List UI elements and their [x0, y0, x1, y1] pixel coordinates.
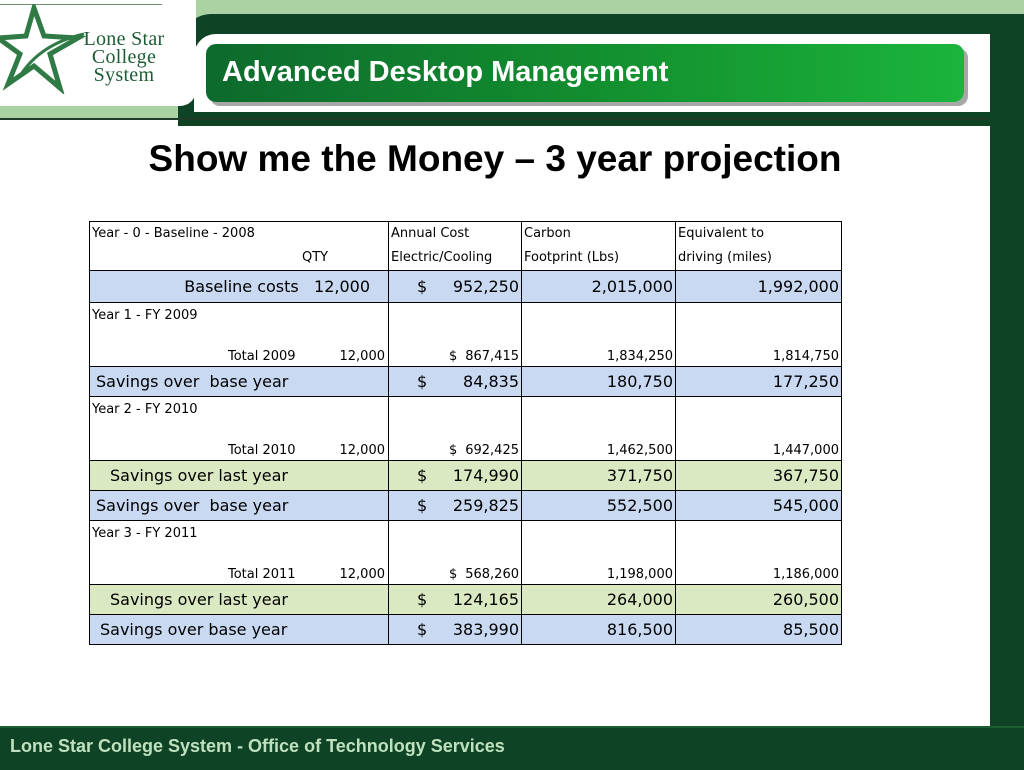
currency-symbol: $ — [417, 496, 428, 515]
year1-cost-cell — [389, 303, 522, 367]
year2-cost: 692,425 — [465, 443, 519, 458]
y2-savings-last-label: Savings over last year — [110, 466, 288, 485]
y3-savings-base-label-cell — [90, 615, 389, 645]
year1-miles-cell — [676, 303, 842, 367]
baseline-miles: 1,992,000 — [676, 271, 842, 303]
y2-savings-last-cost: 174,990 — [452, 466, 519, 485]
year1-qty: 12,000 — [339, 349, 385, 364]
year1-carbon: 1,834,250 — [606, 349, 673, 364]
right-side-bar — [990, 116, 1024, 728]
year2-carbon-cell — [522, 397, 676, 461]
table-header-row — [90, 222, 842, 271]
header-title: Advanced Desktop Management — [222, 56, 669, 88]
header-cell-year — [90, 222, 389, 271]
table-row-y1-savings-base — [90, 367, 842, 397]
slide-title: Show me the Money – 3 year projection — [148, 138, 842, 179]
y2-savings-base-miles: 545,000 — [676, 491, 842, 521]
y2-savings-base-cost-cell — [389, 491, 522, 521]
year2-qty: 12,000 — [339, 443, 385, 458]
currency-symbol: $ — [417, 620, 428, 639]
y3-savings-last-cost-cell — [389, 585, 522, 615]
header-miles-line1: Equivalent to — [678, 226, 765, 241]
y3-savings-base-cost-cell — [389, 615, 522, 645]
currency-symbol: $ — [449, 349, 458, 364]
logo-line-3: System — [93, 64, 155, 86]
baseline-qty: 12,000 — [314, 277, 370, 296]
header-cost-line2: Electric/Cooling — [391, 250, 493, 265]
currency-symbol: $ — [449, 567, 458, 582]
y2-savings-base-label-cell — [90, 491, 389, 521]
logo-line-2: College — [91, 46, 157, 68]
baseline-cost: 952,250 — [452, 277, 519, 296]
header-carbon-line1: Carbon — [524, 226, 571, 241]
year2-carbon: 1,462,500 — [606, 443, 673, 458]
header-miles-line2: driving (miles) — [678, 250, 772, 265]
year3-carbon-cell — [522, 521, 676, 585]
year3-cost: 568,260 — [465, 567, 519, 582]
logo — [0, 0, 196, 106]
y2-savings-last-miles: 367,750 — [676, 461, 842, 491]
baseline-label: Baseline costs — [184, 277, 299, 296]
year3-miles-cell — [676, 521, 842, 585]
year3-label-cell — [90, 521, 389, 585]
y1-savings-base-label: Savings over base year — [96, 372, 289, 391]
y3-savings-base-miles: 85,500 — [676, 615, 842, 645]
y3-savings-base-label: Savings over base year — [100, 620, 288, 639]
title-banner — [206, 44, 964, 102]
year1-total-label: Total 2009 — [228, 349, 296, 364]
baseline-carbon: 2,015,000 — [522, 271, 676, 303]
y3-savings-base-cost: 383,990 — [452, 620, 519, 639]
year3-carbon: 1,198,000 — [606, 567, 673, 582]
y2-savings-base-label: Savings over base year — [96, 496, 289, 515]
header-carbon-line2: Footprint (Lbs) — [524, 250, 620, 265]
y3-savings-base-carbon: 816,500 — [522, 615, 676, 645]
y2-savings-last-cost-cell — [389, 461, 522, 491]
y1-savings-base-miles: 177,250 — [676, 367, 842, 397]
table-row-y3-savings-base — [90, 615, 842, 645]
y1-savings-base-cost: 84,835 — [463, 372, 519, 391]
currency-symbol: $ — [449, 443, 458, 458]
year3-total-label: Total 2011 — [228, 567, 296, 582]
header-cell-carbon — [522, 222, 676, 271]
year3-miles: 1,186,000 — [772, 567, 839, 582]
header-year-label: Year - 0 - Baseline - 2008 — [92, 226, 255, 241]
footer-bar — [0, 726, 1024, 770]
currency-symbol: $ — [417, 590, 428, 609]
logo-line-1: Lone Star — [83, 28, 165, 50]
year2-miles: 1,447,000 — [772, 443, 839, 458]
currency-symbol: $ — [417, 277, 428, 296]
table-row-year2 — [90, 397, 842, 461]
year1-carbon-cell — [522, 303, 676, 367]
y2-savings-base-cost: 259,825 — [452, 496, 519, 515]
y1-savings-base-carbon: 180,750 — [522, 367, 676, 397]
baseline-label-cell — [90, 271, 389, 303]
y2-savings-last-label-cell — [90, 461, 389, 491]
header-cost-line1: Annual Cost — [391, 226, 470, 241]
year1-cost: 867,415 — [465, 349, 519, 364]
y3-savings-last-carbon: 264,000 — [522, 585, 676, 615]
y1-savings-base-label-cell — [90, 367, 389, 397]
table-row-y2-savings-base — [90, 491, 842, 521]
year2-cost-cell — [389, 397, 522, 461]
table-row-baseline — [90, 271, 842, 303]
header-cell-cost — [389, 222, 522, 271]
currency-symbol: $ — [417, 372, 428, 391]
year1-label: Year 1 - FY 2009 — [92, 308, 198, 323]
currency-symbol: $ — [417, 466, 428, 485]
year1-miles: 1,814,750 — [772, 349, 839, 364]
table-row-year1 — [90, 303, 842, 367]
y2-savings-base-carbon: 552,500 — [522, 491, 676, 521]
baseline-cost-cell — [389, 271, 522, 303]
table-row-y3-savings-last — [90, 585, 842, 615]
y1-savings-base-cost-cell — [389, 367, 522, 397]
y3-savings-last-miles: 260,500 — [676, 585, 842, 615]
table-row-year3 — [90, 521, 842, 585]
year1-label-cell — [90, 303, 389, 367]
year2-miles-cell — [676, 397, 842, 461]
year3-qty: 12,000 — [339, 567, 385, 582]
header-divider — [0, 118, 994, 120]
header-qty-label: QTY — [302, 250, 329, 265]
y3-savings-last-label-cell — [90, 585, 389, 615]
table-row-y2-savings-last — [90, 461, 842, 491]
year2-label: Year 2 - FY 2010 — [92, 402, 198, 417]
logo-text — [74, 30, 174, 84]
year2-label-cell — [90, 397, 389, 461]
y2-savings-last-carbon: 371,750 — [522, 461, 676, 491]
year3-cost-cell — [389, 521, 522, 585]
y3-savings-last-label: Savings over last year — [110, 590, 288, 609]
projection-table — [89, 221, 842, 645]
year2-total-label: Total 2010 — [228, 443, 296, 458]
y3-savings-last-cost: 124,165 — [452, 590, 519, 609]
header-cell-miles — [676, 222, 842, 271]
footer-text: Lone Star College System - Office of Technology Services — [10, 736, 505, 756]
year3-label: Year 3 - FY 2011 — [92, 526, 198, 541]
